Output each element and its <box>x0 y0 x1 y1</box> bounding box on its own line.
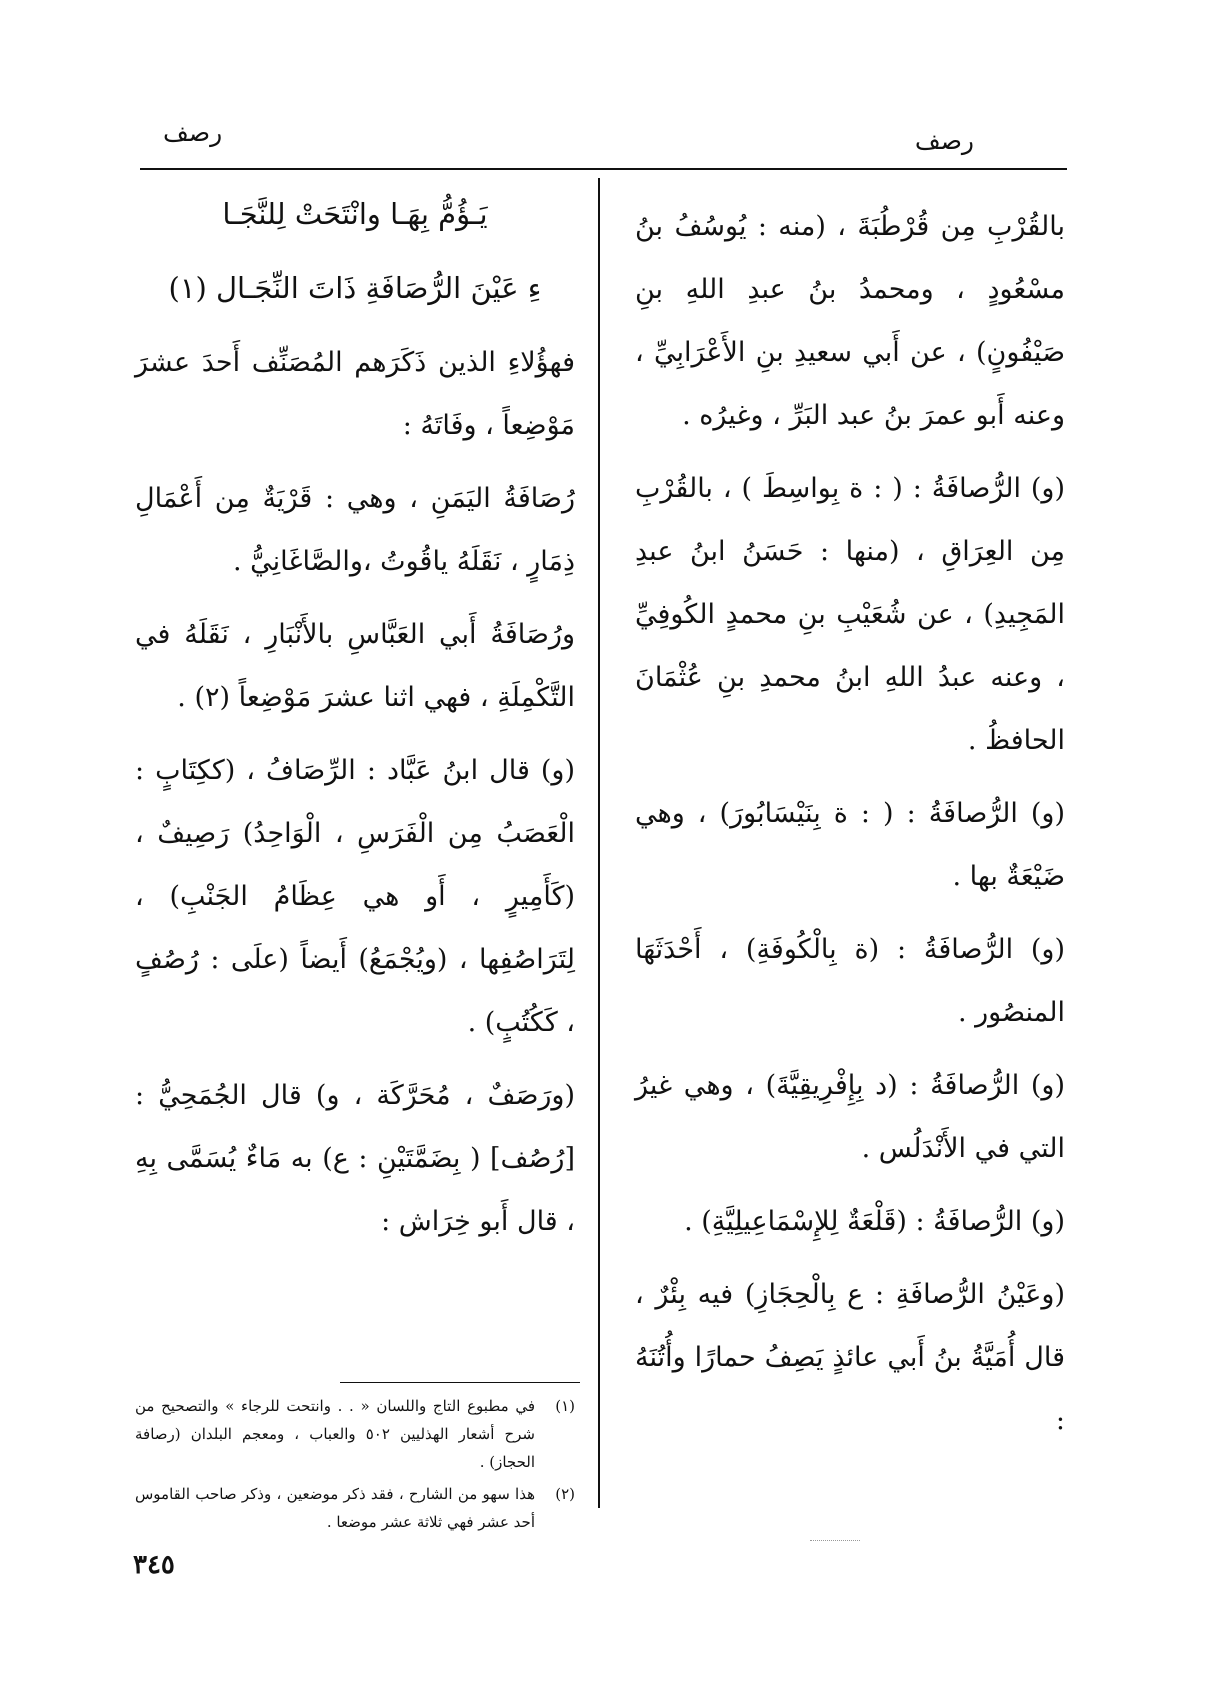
left-column <box>135 183 575 1263</box>
footnote-text: في مطبوع التاج واللسان « . . وانتحت للرجاء » والتصحيح من شرح أشعار الهذليين ٥٠٢ والعباب ، ومعجم البلدان (رصافة الحجاز) . <box>135 1397 536 1471</box>
entry-paragraph: (وعَيْنُ الرُّصافَةِ : ع بِالْحِجَازِ) فيه بِئْرٌ ، قال أُمَيَّةُ بنُ أَبي عائذٍ يَصِفُ حمارًا وأُتُنَهُ : <box>635 1279 1065 1436</box>
entry-paragraph: ورُصَافَةُ أَبي العَبَّاسِ بالأَنْبَارِ ، نَقَلَهُ في التَّكْمِلَةِ ، فهي اثنا عشرَ مَوْضِعاً (٢) . <box>135 619 575 713</box>
footnotes <box>135 1392 575 1540</box>
entry-paragraph: (ورَصَفٌ ، مُحَرَّكَة ، و) قال الجُمَحِيُّ : [رُصُف] ( بِضَمَّتَيْنِ : ع) به مَاءٌ يُسَمَّى بِهِ ، قال أَبو خِرَاش : <box>135 1080 575 1237</box>
right-column <box>635 195 1065 1462</box>
header-rule <box>140 168 1067 170</box>
footnote-text: هذا سهو من الشارح ، فقد ذكر موضعين ، وذكر صاحب القاموس أحد عشر فهي ثلاثة عشر موضعا . <box>135 1485 536 1531</box>
footnote-number: (٢) <box>555 1485 575 1503</box>
footnote <box>135 1480 575 1536</box>
verse-line: ءِ عَيْنَ الرُّصَافَةِ ذَاتَ النِّجَـال (١) <box>168 271 542 305</box>
entry-paragraph: (و) الرُّصافَةُ : (قَلْعَةٌ لِلإِسْمَاعِيلِيَّةِ) . <box>684 1206 1065 1237</box>
entry-paragraph: (و) الرُّصافَةُ : ( : ة بِنَيْسَابُورَ) ، وهي ضَيْعَةٌ بها . <box>635 798 1065 892</box>
running-header-right: رصف <box>914 126 974 155</box>
entry-paragraph: (و) الرُّصافَةُ : (ة بِالْكُوفَةِ) ، أَحْدَثَهَا المنصُور . <box>635 934 1065 1028</box>
running-header-left: رصف <box>163 118 223 147</box>
print-speck <box>810 1540 860 1542</box>
entry-paragraph: بالقُرْبِ مِن قُرْطُبَةَ ، (منه : يُوسُفُ بنُ مسْعُودٍ ، ومحمدُ بنُ عبدِ اللهِ بنِ صَيْفُونٍ) ، عن أَبي سعيدِ بنِ الأَعْرَابِيِّ ، وعنه أَبو عمرَ بنُ عبد البَرِّ ، وغيرُه . <box>635 211 1065 431</box>
page-number: ٣٤٥ <box>133 1550 175 1580</box>
footnote-number: (١) <box>555 1397 575 1415</box>
entry-paragraph: (و) الرُّصافَةُ : (د بِإِفْرِيقِيَّةَ) ، وهي غيرُ التي في الأَنْدَلُس . <box>635 1070 1065 1164</box>
entry-paragraph: فهؤُلاءِ الذين ذَكَرَهم المُصَنِّف أَحدَ عشرَ مَوْضِعاً ، وفَاتَهُ : <box>135 347 575 441</box>
column-divider <box>598 178 600 1508</box>
footnote-rule <box>340 1382 580 1383</box>
footnote <box>135 1392 575 1476</box>
entry-paragraph: رُصَافَةُ اليَمَنِ ، وهي : قَرْيَةٌ مِن أَعْمَالِ ذِمَارٍ ، نَقَلَهُ ياقُوتُ ،والصَّاغَانِيُّ . <box>135 483 575 577</box>
entry-paragraph: (و) قال ابنُ عَبَّاد : الرِّصَافُ ، (ككِتَابٍ : الْعَصَبُ مِن الْفَرَسِ ، الْوَاحِدُ) رَصِيفٌ ، (كَأَمِيرٍ ، أَو هي عِظَامُ الجَنْبِ) ، لِتَرَاصُفِها ، (ويُجْمَعُ) أَيضاً (علَى : رُصُفٍ ، كَكُتُبٍ) . <box>135 755 575 1038</box>
verse-line: يَـؤُمُّ بِهَـا وانْتَحَتْ لِلنَّجَـا <box>222 197 488 231</box>
entry-paragraph: (و) الرُّصافَةُ : ( : ة بِواسِطَ ) ، بالقُرْبِ مِن العِرَاقِ ، (منها : حَسَنُ ابنُ عبدِ المَجِيدِ) ، عن شُعَيْبِ بنِ محمدٍ الكُوفِيِّ ، وعنه عبدُ اللهِ ابنُ محمدِ بنِ عُثْمَانَ الحافظُ . <box>635 473 1065 756</box>
